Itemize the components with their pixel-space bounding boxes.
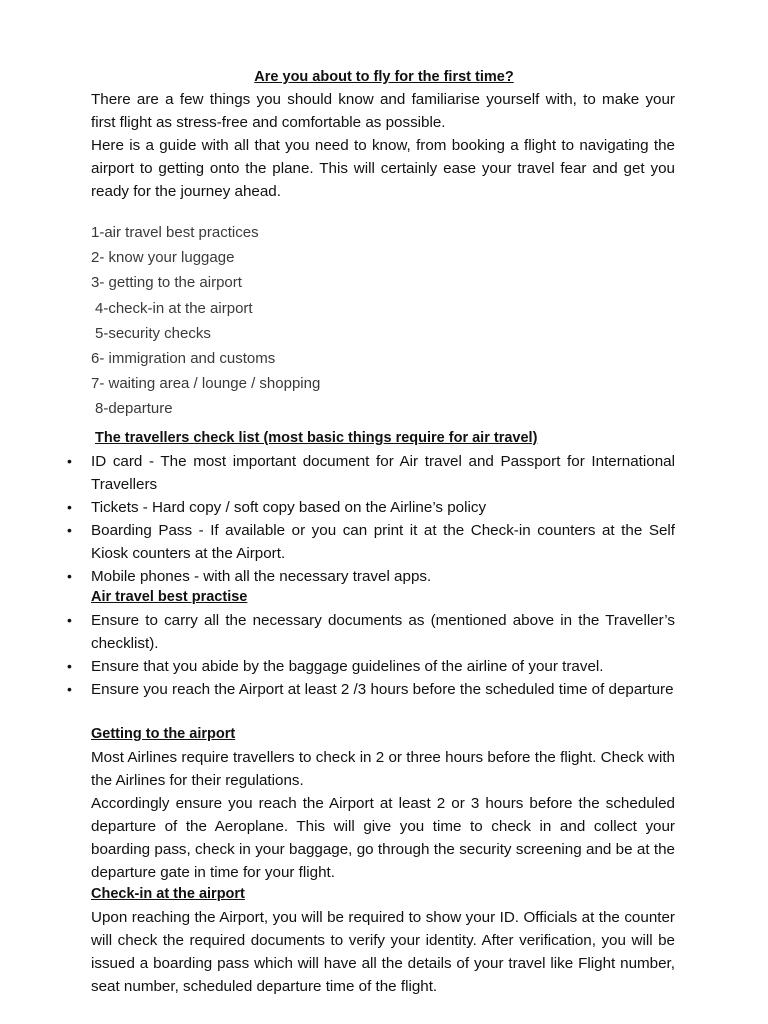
toc-item: 3- getting to the airport	[91, 274, 242, 292]
list-item: • Ensure that you abide by the baggage guidelines of the airline of your travel.	[91, 655, 675, 678]
list-item: • Ensure you reach the Airport at least 2 /3 hours before the scheduled time of departure	[91, 678, 675, 701]
toc-item: 5-security checks	[95, 324, 211, 342]
toc-item: 4-check-in at the airport	[95, 299, 253, 317]
list-item: • ID card - The most important document for Air travel and Passport for International Travellers	[91, 450, 675, 496]
toc-item: 8-departure	[95, 400, 173, 418]
getting-to-airport-heading: Getting to the airport	[91, 726, 236, 742]
best-practise-heading: Air travel best practise	[91, 589, 248, 605]
checkin-heading: Check-in at the airport	[91, 886, 245, 902]
intro-paragraph-2: Here is a guide with all that you need to know, from booking a flight to navigating the airport to getting onto the plane. This will certainly ease your travel fear and get you ready for the journey ahead.	[91, 137, 675, 200]
list-item: • Boarding Pass - If available or you can print it at the Check-in counters at the Self Kiosk counters at the Airport.	[91, 519, 675, 565]
checkin-paragraph-1: Upon reaching the Airport, you will be required to show your ID. Officials at the counter will check the required documents to verify your identity. After verification, you will be issued a boarding pass which will have all the details of your travel like Flight number, seat number, scheduled departure time of the flight.	[91, 909, 675, 995]
toc-item: 6- immigration and customs	[91, 349, 276, 367]
toc-item: 7- waiting area / lounge / shopping	[91, 375, 321, 393]
table-of-contents	[91, 220, 320, 422]
getting-to-airport-paragraph-2: Accordingly ensure you reach the Airport at least 2 or 3 hours before the scheduled departure of the Aeroplane. This will give you time to check in and collect your boarding pass, check in your baggage, go through the security screening and be at the departure gate in time for your flight.	[91, 795, 675, 881]
page-title: Are you about to fly for the first time?	[254, 69, 514, 85]
toc-item: 1-air travel best practices	[91, 224, 259, 241]
getting-to-airport-paragraph-1: Most Airlines require travellers to check in 2 or three hours before the flight. Check with the Airlines for their regulations.	[91, 749, 675, 789]
best-practise-list	[91, 609, 675, 701]
list-item: • Mobile phones - with all the necessary travel apps.	[91, 565, 675, 588]
checklist-list	[91, 450, 675, 588]
list-item: • Ensure to carry all the necessary documents as (mentioned above in the Traveller’s checklist).	[91, 609, 675, 655]
list-item: • Tickets - Hard copy / soft copy based on the Airline’s policy	[91, 496, 675, 519]
intro-paragraph-1: There are a few things you should know and familiarise yourself with, to make your first flight as stress-free and comfortable as possible.	[91, 91, 675, 131]
toc-item: 2- know your luggage	[91, 249, 235, 267]
checklist-heading: The travellers check list (most basic things require for air travel)	[95, 430, 538, 446]
